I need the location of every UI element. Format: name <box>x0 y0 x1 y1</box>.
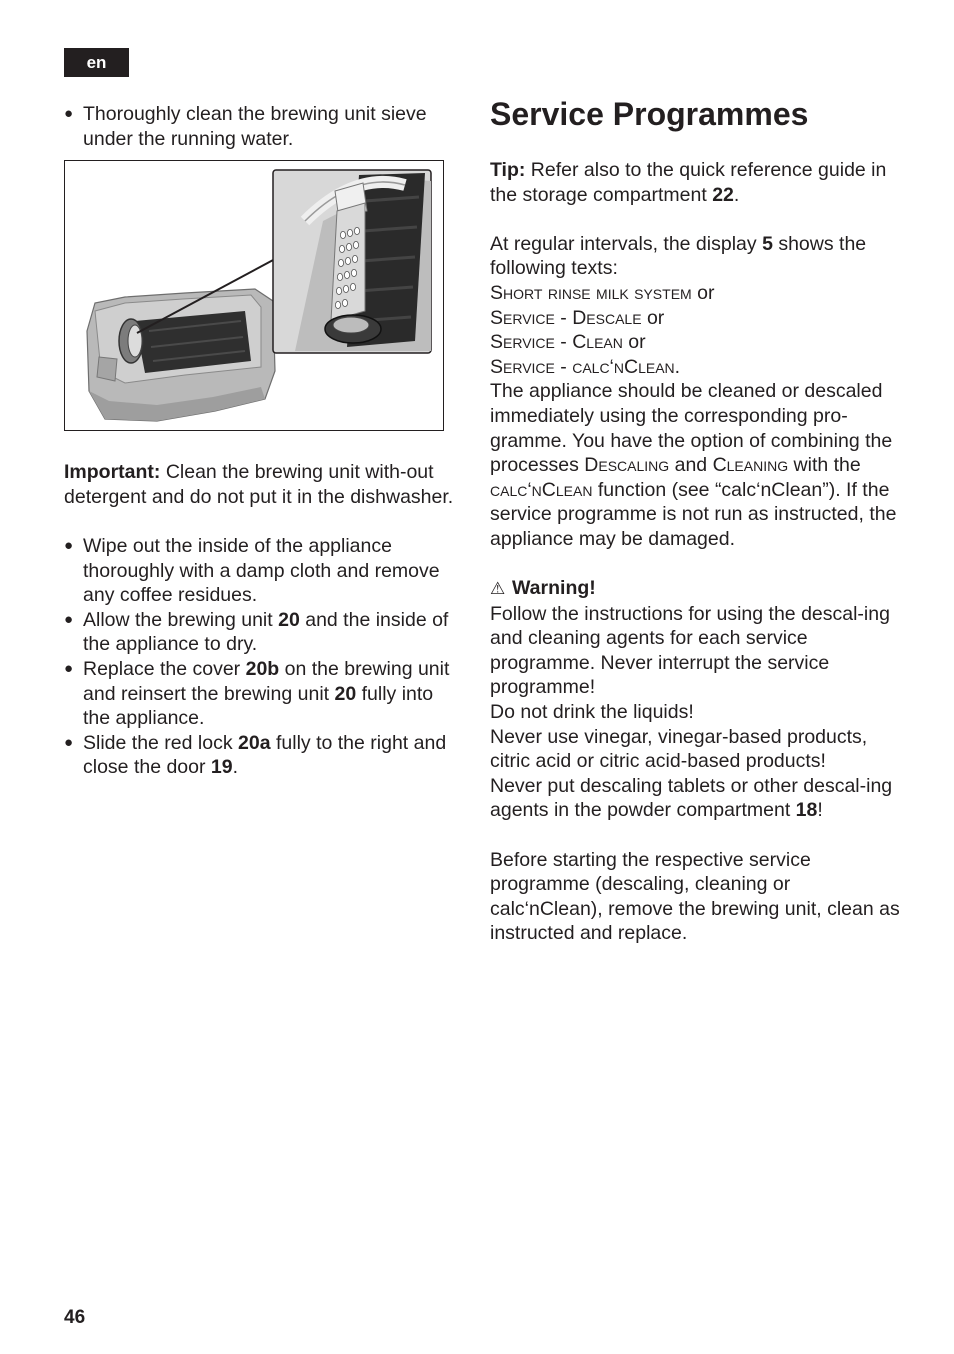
bullet-icon: ● <box>64 536 74 554</box>
warning-text: Never use vinegar, vinegar-based products, citric acid or citric acid-based products! <box>490 725 868 773</box>
list-item <box>64 608 464 657</box>
bullet-segment: fully to the right and close the door <box>83 731 447 779</box>
display-text: Short rinse milk system <box>490 281 692 304</box>
list-item <box>64 731 464 780</box>
bullet-text <box>83 609 448 656</box>
warning-text <box>490 774 900 823</box>
bullet-segment: fully into the appliance. <box>83 682 434 730</box>
display-text: Service - Clean <box>490 331 623 354</box>
bullet-icon: ● <box>64 733 74 751</box>
important-note <box>64 460 464 509</box>
part-reference: 20 <box>278 608 300 631</box>
paragraph-text: with the <box>788 454 861 477</box>
display-suffix: . <box>674 355 681 378</box>
page-number: 46 <box>64 1307 86 1328</box>
bullet-icon: ● <box>64 105 74 122</box>
warning-text: Follow the instructions for using the descal-ing and cleaning agents for each service programme. Never interrupt the service programme! <box>490 602 890 699</box>
important-text: Clean the brewing unit with-out detergent and do not put it in the dishwasher. <box>64 461 454 508</box>
tip-paragraph <box>490 158 900 207</box>
paragraph-text: function (see “calc‘nClean”). If the service programme is not run as instructed, the appliance may be damaged. <box>490 478 897 550</box>
part-reference: 22 <box>712 183 734 206</box>
warning-label: Warning! <box>512 577 596 600</box>
display-text: Service - Descale <box>490 306 642 329</box>
important-label: Important: <box>64 461 161 484</box>
bullet-segment: on the brewing unit and reinsert the brewing unit <box>83 657 450 705</box>
warning-triangle-icon: ⚠ <box>490 579 506 599</box>
display-text-line <box>490 355 900 380</box>
display-text: Descaling <box>584 454 670 477</box>
paragraph-text: Never put descaling tablets or other descal-ing agents in the powder compartment <box>490 774 893 822</box>
display-text-line <box>490 281 900 306</box>
right-column <box>490 94 900 946</box>
display-text: Service - calc‘nClean <box>490 355 675 378</box>
tip-end: . <box>733 183 740 206</box>
warning-heading <box>490 576 900 602</box>
bullet-segment: and the inside of the appliance to dry. <box>83 608 449 656</box>
part-reference: 5 <box>762 232 773 255</box>
bullet-segment: Replace the cover <box>83 657 246 680</box>
display-text: calc‘nClean <box>490 478 593 501</box>
list-item <box>64 102 464 151</box>
paragraph-text: and <box>669 454 713 477</box>
paragraph-text: ! <box>817 799 823 822</box>
before-paragraph: Before starting the respective service programme (descaling, cleaning or calc‘nClean), remove the brewing unit, clean as instructed and replace. <box>490 848 900 945</box>
display-text: Cleaning <box>712 454 789 477</box>
bullet-text: Thoroughly clean the brewing unit sieve under the running water. <box>83 103 427 150</box>
tip-text: Refer also to the quick reference guide in the storage compartment <box>490 159 887 206</box>
tip-label: Tip: <box>490 159 526 181</box>
list-item <box>64 534 464 608</box>
part-reference: 18 <box>795 799 818 822</box>
display-suffix: or <box>641 306 665 329</box>
display-text-line <box>490 306 900 331</box>
warning-text: Do not drink the liquids! <box>490 701 694 724</box>
display-suffix: or <box>622 331 646 354</box>
display-suffix: or <box>691 281 715 304</box>
section-title: Service Programmes <box>490 96 809 132</box>
part-reference: 20 <box>334 682 357 705</box>
list-item <box>64 657 464 731</box>
part-reference: 20a <box>238 731 271 754</box>
intervals-paragraph <box>490 232 900 281</box>
bullet-icon: ● <box>64 610 74 628</box>
brewing-unit-drawing <box>65 161 443 430</box>
bullet-text <box>83 732 446 779</box>
bullet-segment: Slide the red lock <box>83 731 239 754</box>
intervals-end: shows the following texts: <box>490 232 867 280</box>
display-text-line <box>490 330 900 355</box>
left-column <box>64 102 464 780</box>
language-tag: en <box>64 48 129 77</box>
part-reference: 19 <box>210 756 233 779</box>
cleaning-paragraph <box>490 379 900 551</box>
brewing-unit-illustration <box>64 160 444 431</box>
intervals-text: At regular intervals, the display <box>490 232 763 255</box>
bullet-icon: ● <box>64 659 74 677</box>
bullet-text: Wipe out the inside of the appliance thoroughly with a damp cloth and remove any coffee residues. <box>83 534 440 607</box>
bullet-segment: . <box>232 756 239 779</box>
paragraph-text: The appliance should be cleaned or descaled immediately using the corresponding pro-gramme. You have the option of combining the processes <box>490 380 893 477</box>
part-reference: 20b <box>245 657 280 680</box>
bullet-text <box>83 658 449 729</box>
bullet-segment: Allow the brewing unit <box>83 608 279 631</box>
